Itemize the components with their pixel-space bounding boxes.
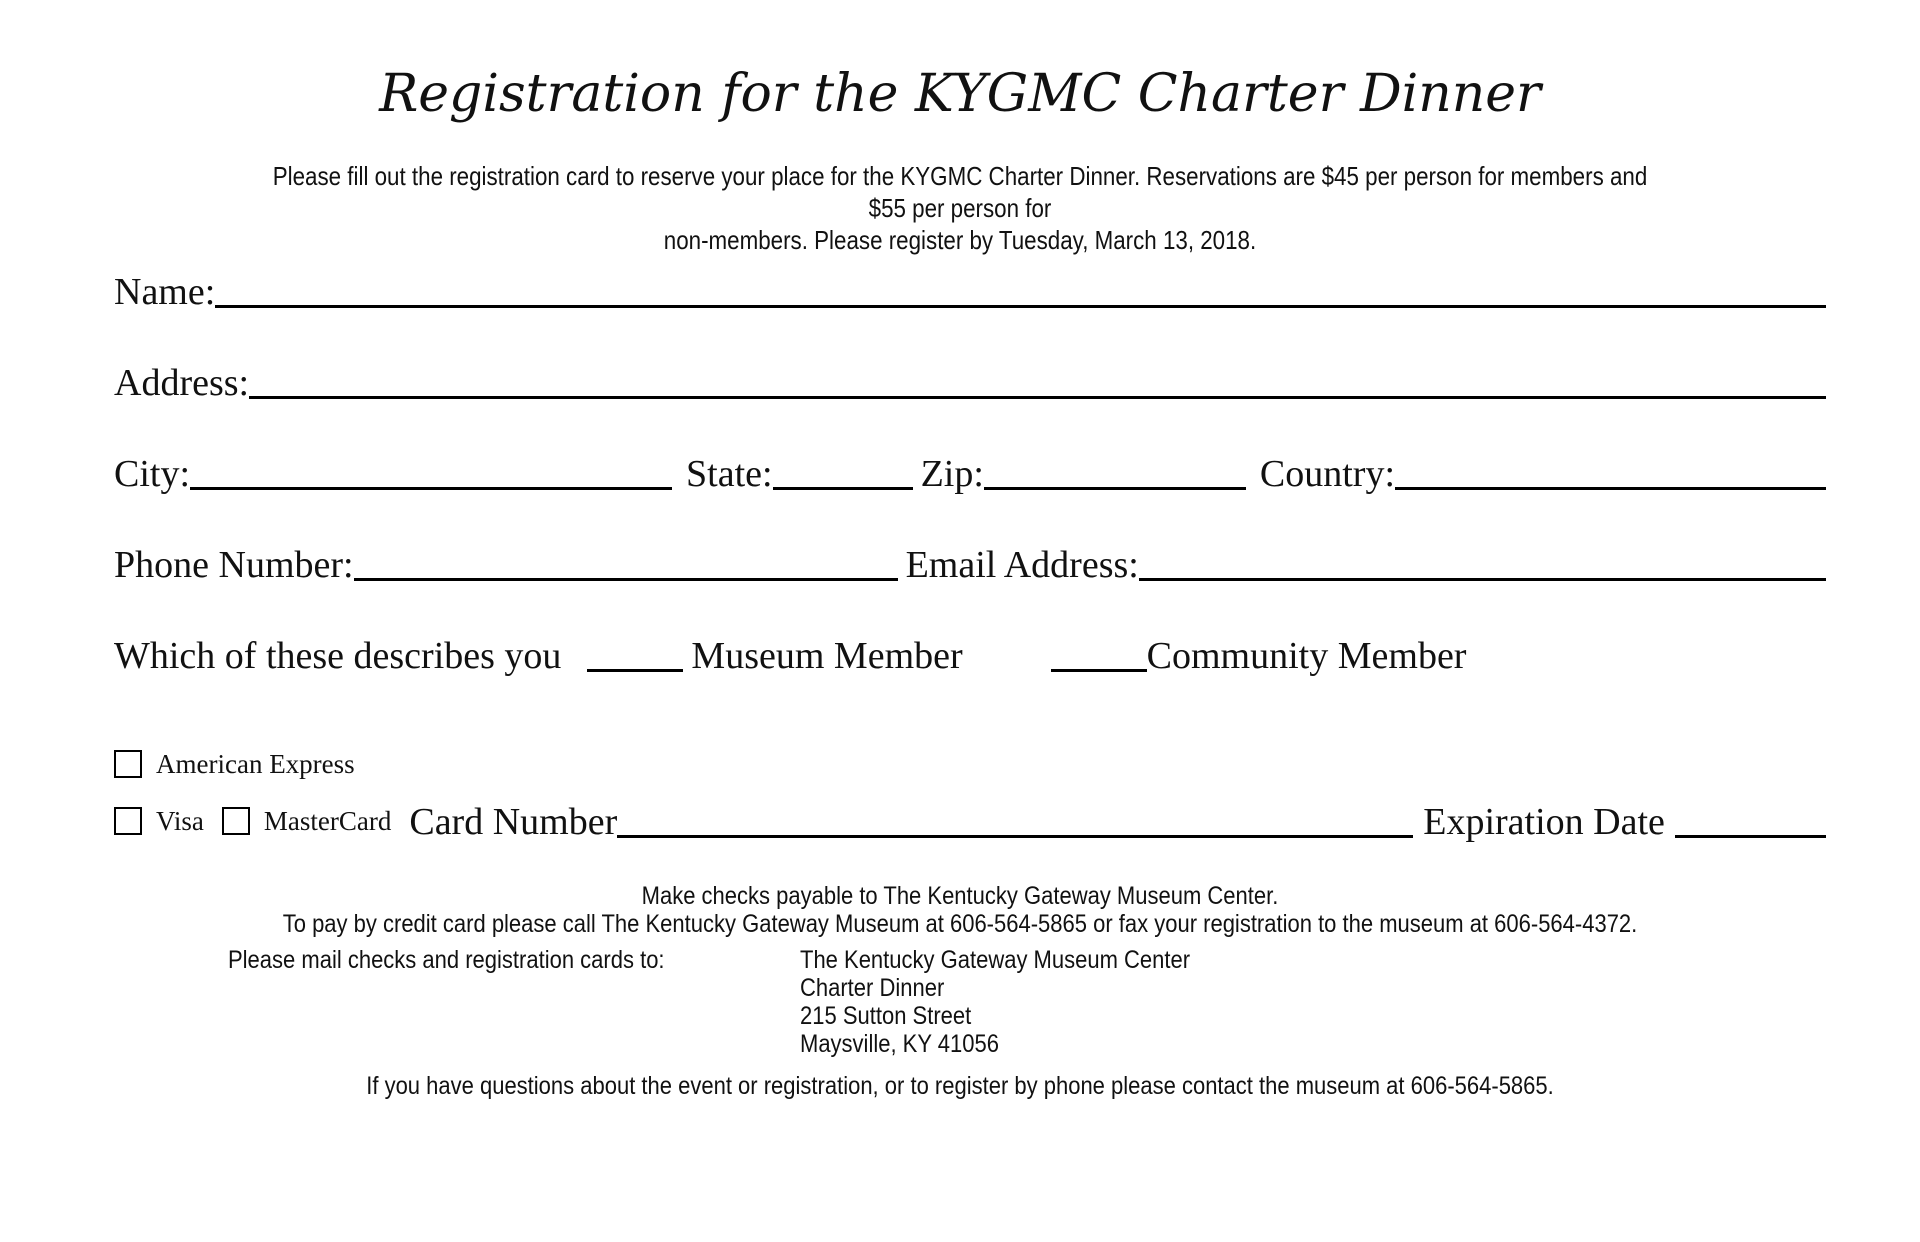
card-number-field[interactable] [617,835,1413,838]
visa-label: Visa [156,805,204,836]
expiration-label: Expiration Date [1423,801,1665,843]
amex-row [114,748,355,780]
membership-row [114,632,1826,678]
email-field[interactable] [1139,578,1826,581]
country-field[interactable] [1395,487,1826,490]
intro-text [255,160,1665,256]
state-label: State: [686,453,773,495]
address-line: 215 Sutton Street [800,1002,972,1030]
amex-label: American Express [156,748,355,779]
location-row [114,450,1826,496]
phone-field[interactable] [354,578,898,581]
zip-field[interactable] [984,487,1246,490]
state-field[interactable] [773,487,913,490]
city-field[interactable] [190,487,672,490]
address-line: Maysville, KY 41056 [800,1030,999,1058]
name-row [114,268,1826,314]
community-member-label: Community Member [1146,635,1467,677]
community-member-blank[interactable] [1051,669,1147,672]
name-field[interactable] [215,305,1826,308]
address-row [114,359,1826,405]
address-line: The Kentucky Gateway Museum Center [800,946,1191,974]
mail-label: Please mail checks and registration cards to: [228,946,665,974]
form-title: Registration for the KYGMC Charter Dinner [379,64,1541,124]
city-label: City: [114,453,191,495]
card-row [114,798,1826,844]
email-label: Email Address: [905,544,1139,586]
credit-card-text: To pay by credit card please call The Kentucky Gateway Museum at 606-564-5865 or fax your registration to the museum at 606-564-4372. [282,910,1638,938]
visa-checkbox[interactable] [114,807,142,835]
checks-payable-text: Make checks payable to The Kentucky Gateway Museum Center. [641,882,1279,910]
country-label: Country: [1259,453,1396,495]
expiration-field[interactable] [1675,835,1826,838]
address-field[interactable] [249,396,1826,399]
mastercard-checkbox[interactable] [222,807,250,835]
address-label: Address: [114,362,250,404]
museum-member-label: Museum Member [691,635,963,677]
intro-line-2: non-members. Please register by Tuesday, March 13, 2018. [663,225,1257,255]
museum-member-blank[interactable] [587,669,683,672]
contact-row [114,541,1826,587]
address-line: Charter Dinner [800,974,945,1002]
phone-label: Phone Number: [114,544,354,586]
describes-label: Which of these describes you [114,635,562,677]
name-label: Name: [114,271,216,313]
mastercard-label: MasterCard [263,805,392,836]
questions-text: If you have questions about the event or registration, or to register by phone please contact the museum at 606-564-5865. [366,1072,1554,1100]
mailing-address [800,946,1190,1058]
zip-label: Zip: [920,453,984,495]
card-number-label: Card Number [409,801,618,843]
intro-line-1: Please fill out the registration card to reserve your place for the KYGMC Charter Dinner. Reservations are $45 per person for members and $55 per person for [272,161,1648,223]
amex-checkbox[interactable] [114,750,142,778]
